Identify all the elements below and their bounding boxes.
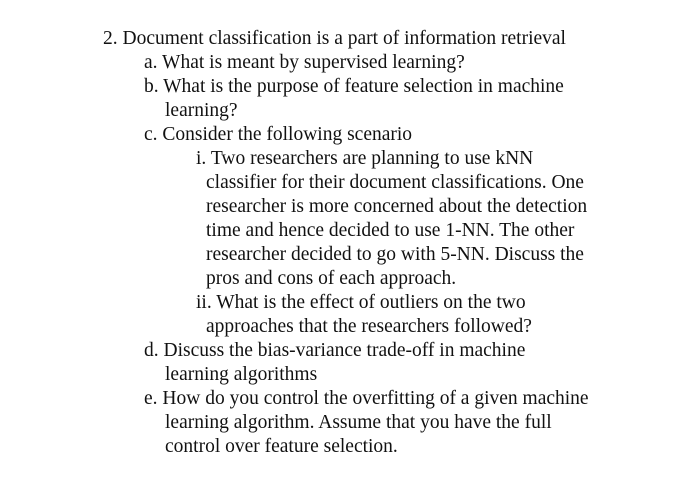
part-c-i-line-3: researcher is more concerned about the detection bbox=[206, 196, 588, 217]
question-title: 2. Document classification is a part of information retrieval bbox=[103, 28, 566, 49]
part-c-ii-line-2: approaches that the researchers followed? bbox=[206, 316, 532, 337]
part-d-line-1: d. Discuss the bias-variance trade-off in machine bbox=[144, 340, 526, 361]
part-b-line-1: b. What is the purpose of feature selection in machine bbox=[144, 76, 564, 97]
part-c: c. Consider the following scenario bbox=[144, 124, 413, 145]
part-b-line-2: learning? bbox=[165, 100, 238, 121]
part-e-line-3: control over feature selection. bbox=[165, 436, 398, 457]
part-c-i-line-6: pros and cons of each approach. bbox=[206, 268, 457, 289]
part-c-i-line-1: i. Two researchers are planning to use kNN bbox=[196, 148, 534, 169]
part-a: a. What is meant by supervised learning? bbox=[144, 52, 465, 73]
part-d-line-2: learning algorithms bbox=[165, 364, 318, 385]
part-e-line-1: e. How do you control the overfitting of a given machine bbox=[144, 388, 589, 409]
part-c-ii-line-1: ii. What is the effect of outliers on the two bbox=[196, 292, 526, 313]
part-e-line-2: learning algorithm. Assume that you have the full bbox=[165, 412, 552, 433]
part-c-i-line-4: time and hence decided to use 1-NN. The other bbox=[206, 220, 575, 241]
part-c-i-line-5: researcher decided to go with 5-NN. Discuss the bbox=[206, 244, 584, 265]
part-c-i-line-2: classifier for their document classifications. One bbox=[206, 172, 584, 193]
